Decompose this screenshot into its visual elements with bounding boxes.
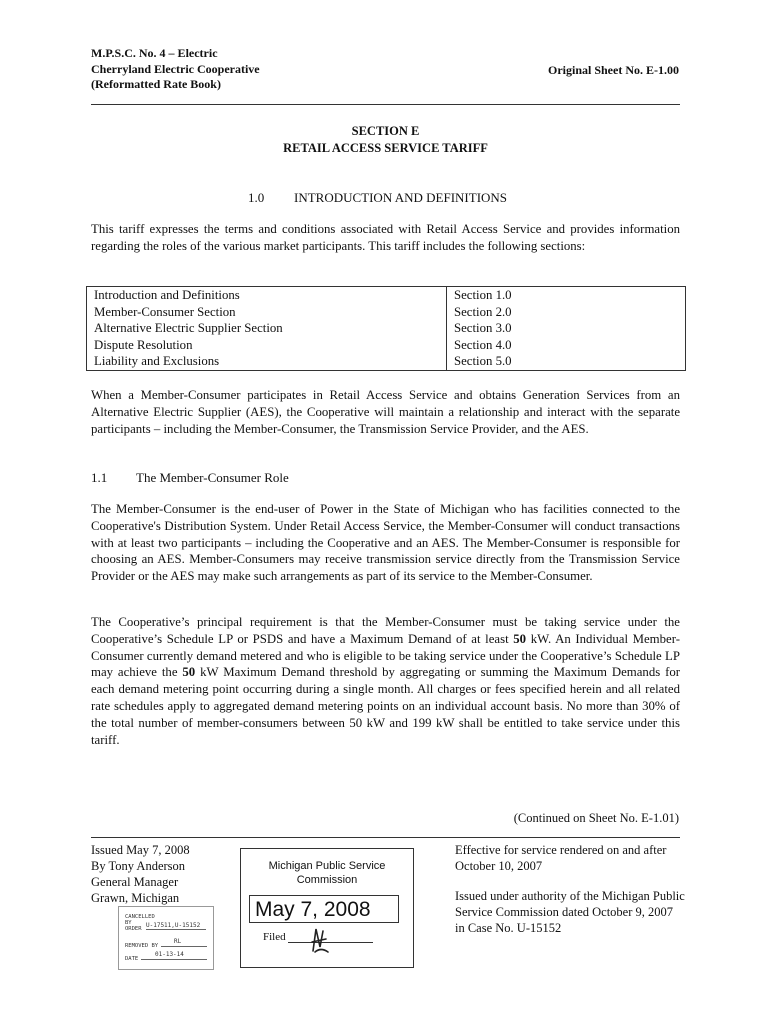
sections-table [86, 286, 686, 371]
issuing-authority: Issued under authority of the Michigan Public Service Commission dated October 9, 2007 in Case No. U-15152 [455, 889, 685, 935]
member-role-paragraph: The Member-Consumer is the end-user of Power in the State of Michigan who has facilities connected to the Cooperative's Distribution System. Under Retail Access Service, the Member-Consumer will conduct transactions with at least two participants – including the Cooperative and an AES. The Member-Consumer is responsible for choosing an AES. Member-Consumers may receive transmission service directly from the Transmission Service Provider or the AES may make such arrangements as part of its service to the Member-Consumer. [91, 502, 680, 584]
section-1-0-heading: INTRODUCTION AND DEFINITIONS [294, 190, 508, 205]
table-cell-title: Introduction and Definitions [87, 287, 447, 304]
effective-block [455, 842, 685, 936]
order-value: U-17511,U-15152 [146, 922, 201, 929]
header-rule [91, 104, 680, 105]
order-underline [146, 929, 206, 930]
rate-book-number: M.P.S.C. No. 4 – Electric [91, 46, 218, 60]
requirement-paragraph [91, 614, 680, 748]
table-cell-section: Section 3.0 [447, 320, 686, 337]
requirement-text-3: kW Maximum Demand threshold by aggregating or summing the Maximum Demands for each demand metering point occurring during a single month. All charges or fees specified herein and all related rate schedules apply to aggregated demand metering points on an individual account basis. No more than 30% of the total number of member-consumers between 50 kW and 199 kW shall be entitled to take service under this tariff. [91, 665, 680, 747]
cancelled-label: CANCELLED [125, 914, 155, 920]
aes-paragraph: When a Member-Consumer participates in Retail Access Service and obtains Generation Services from an Alternative Electric Supplier (AES), the Cooperative will maintain a relationship and interact with the separate participants – including the Member-Consumer, the Transmission Service Provider, and the AES. [91, 388, 680, 436]
footer-rule [91, 837, 680, 838]
issued-date: Issued May 7, 2008 [91, 843, 190, 857]
order-label: ORDER [125, 926, 142, 932]
table-cell-section: Section 1.0 [447, 287, 686, 304]
threshold-value: 50 [513, 631, 527, 646]
removed-by-value: RL [174, 938, 182, 945]
issuer-location: Grawn, Michigan [91, 891, 180, 905]
handwritten-initials-icon [307, 925, 333, 955]
cooperative-name: Cherryland Electric Cooperative [91, 61, 260, 76]
section-1-1-heading: The Member-Consumer Role [136, 470, 289, 485]
threshold-value: 50 [182, 665, 196, 680]
table-row [87, 337, 686, 354]
effective-date: October 10, 2007 [455, 859, 543, 873]
document-header [91, 46, 260, 93]
table-cell-title: Liability and Exclusions [87, 353, 447, 370]
cancelled-by-label: BY [125, 920, 132, 926]
date-label: DATE [125, 956, 139, 962]
issuer-name: By Tony Anderson [91, 859, 186, 873]
table-cell-section: Section 4.0 [447, 337, 686, 354]
tariff-title: RETAIL ACCESS SERVICE TARIFF [283, 141, 488, 155]
effective-line-1: Effective for service rendered on and after [455, 843, 667, 857]
table-cell-title: Member-Consumer Section [87, 304, 447, 321]
intro-paragraph: This tariff expresses the terms and conditions associated with Retail Access Service and provides information regarding the roles of the various market participants. This tariff includes the following sections: [91, 222, 680, 253]
cancelled-stamp [118, 906, 214, 970]
removed-by-underline [161, 946, 207, 947]
requirement-text-1: The Cooperative’s principal requirement is that the Member-Consumer must be taking service under the Cooperative’s Schedule LP or PSDS and have a Maximum Demand of at least [91, 615, 680, 646]
table-cell-section: Section 5.0 [447, 353, 686, 370]
section-title: SECTION E [351, 124, 420, 138]
stamp-date: May 7, 2008 [249, 895, 399, 923]
removed-by-label: REMOVED BY [125, 943, 159, 949]
section-1-0-number: 1.0 [248, 190, 265, 205]
filed-label: Filed [263, 931, 286, 943]
commission-name-line2: Commission [296, 874, 358, 886]
table-cell-title: Alternative Electric Supplier Section [87, 320, 447, 337]
cancel-date-value: 01-13-14 [155, 951, 184, 958]
commission-name-line1: Michigan Public Service [268, 860, 386, 872]
requirement-text-2: kW. An Individual Member-Consumer currently demand metered and who is eligible to be taking service under the Cooperative’s Schedule LP may achieve the [91, 631, 680, 680]
table-row [87, 320, 686, 337]
table-row [87, 287, 686, 304]
commission-stamp [240, 848, 414, 968]
section-1-1-number: 1.1 [91, 470, 108, 485]
sheet-number: Original Sheet No. E-1.00 [548, 63, 679, 77]
issuer-title: General Manager [91, 875, 179, 889]
date-underline [141, 959, 207, 960]
rate-book-note: (Reformatted Rate Book) [91, 77, 221, 91]
continued-note: (Continued on Sheet No. E-1.01) [513, 811, 679, 825]
table-row [87, 353, 686, 370]
commission-name [241, 859, 413, 887]
table-cell-section: Section 2.0 [447, 304, 686, 321]
issuer-block [91, 842, 190, 906]
table-row [87, 304, 686, 321]
table-cell-title: Dispute Resolution [87, 337, 447, 354]
